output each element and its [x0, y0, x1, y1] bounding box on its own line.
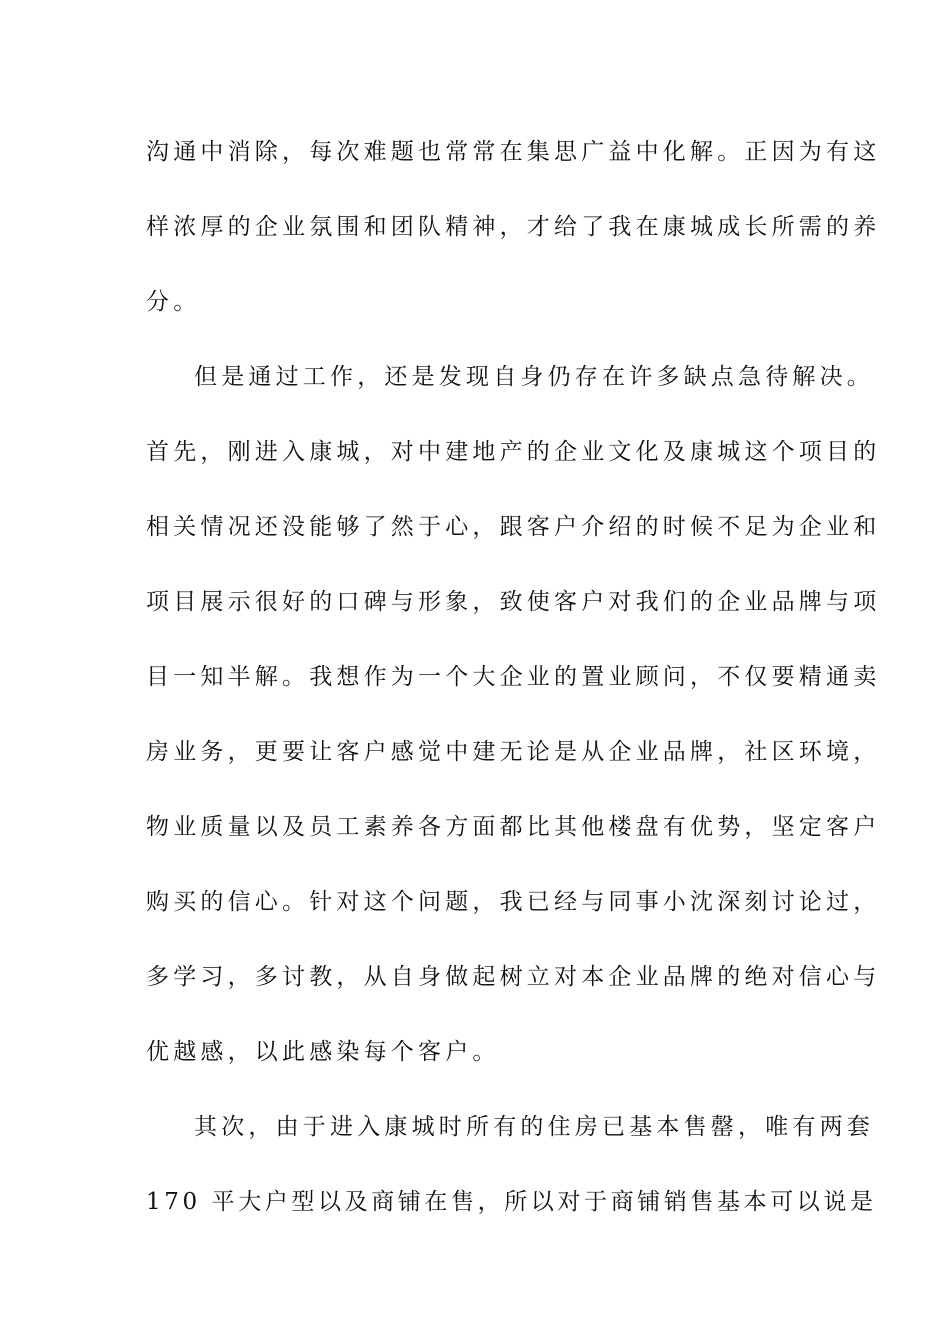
text-line: 项目展示很好的口碑与形象，致使客户对我们的企业品牌与项: [146, 589, 881, 615]
text-line: 购买的信心。针对这个问题，我已经与同事小沈深刻讨论过，: [146, 889, 881, 915]
text-line: 目一知半解。我想作为一个大企业的置业顾问，不仅要精通卖: [146, 664, 881, 690]
text-line: 沟通中消除，每次难题也常常在集思广益中化解。正因为有这: [146, 139, 881, 165]
text-line: 首先，刚进入康城，对中建地产的企业文化及康城这个项目的: [146, 439, 881, 465]
text-line: 相关情况还没能够了然于心，跟客户介绍的时候不足为企业和: [146, 514, 881, 540]
text-line: 样浓厚的企业氛围和团队精神，才给了我在康城成长所需的养: [146, 214, 881, 240]
text-line: 房业务，更要让客户感觉中建无论是从企业品牌，社区环境，: [146, 739, 881, 765]
text-line: 物业质量以及员工素养各方面都比其他楼盘有优势，坚定客户: [146, 814, 881, 840]
paragraph-first-line: 但是通过工作，还是发现自身仍存在许多缺点急待解决。: [194, 364, 874, 390]
text-line: 170 平大户型以及商铺在售，所以对于商铺销售基本可以说是: [146, 1189, 877, 1215]
text-line: 多学习，多讨教，从自身做起树立对本企业品牌的绝对信心与: [146, 964, 881, 990]
text-line: 优越感，以此感染每个客户。: [146, 1039, 500, 1065]
body-text: [146, 132, 881, 1257]
paragraph-first-line: 其次，由于进入康城时所有的住房已基本售罄，唯有两套: [194, 1114, 874, 1140]
text-line: 分。: [146, 289, 201, 315]
